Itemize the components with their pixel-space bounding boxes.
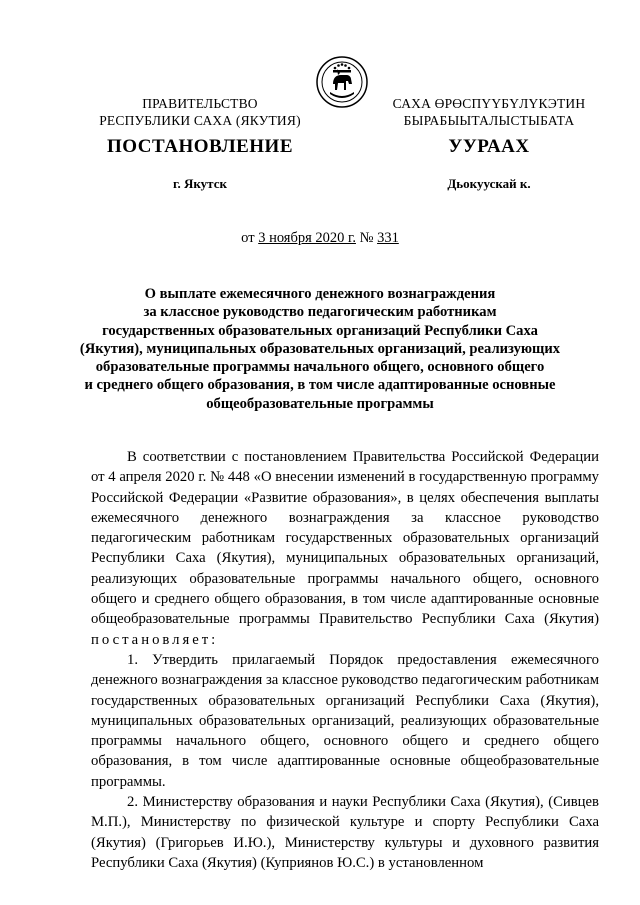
title-line: О выплате ежемесячного денежного вознаграждения [144, 286, 496, 302]
coat-of-arms-icon [316, 56, 368, 108]
decree-number: 331 [377, 230, 399, 246]
title-line: образовательные программы начального общего, основного общего [95, 359, 545, 376]
issuer-ru [95, 95, 305, 129]
title-line: (Якутия), муниципальных образовательных организаций, реализующих [79, 340, 561, 357]
issuer-sah [376, 95, 602, 129]
decree-number-label: № [359, 230, 374, 246]
decree-date-number [0, 230, 640, 247]
issuer-ru-line1: ПРАВИТЕЛЬСТВО [142, 96, 258, 111]
issuer-sah-line2: БЫРАБЫЫТАЛЫСТЫБАТА [403, 113, 575, 128]
decree-prefix: от [241, 230, 255, 246]
item-2-paragraph: 2. Министерству образования и науки Республики Саха (Якутия), (Сивцев М.П.), Министерству по физической культуре и спорту Республики Саха (Якутия) (Григорьев И.Ю.), Министерству культуры и духовного развития Республики Саха (Якутия) (Куприянов Ю.С.) в установленном [91, 794, 599, 871]
city-ru: г. Якутск [173, 176, 227, 191]
issuer-ru-line2: РЕСПУБЛИКИ САХА (ЯКУТИЯ) [99, 113, 301, 128]
document-title [70, 285, 570, 413]
title-line: за классное руководство педагогическим работникам [143, 304, 497, 321]
doc-type-ru: ПОСТАНОВЛЕНИЕ [106, 136, 294, 157]
issuer-sah-line1: САХА ӨРӨСПҮҮБҮЛҮКЭТИН [392, 96, 586, 111]
title-line: государственных образовательных организаций Республики Саха [102, 322, 538, 339]
document-body [91, 447, 599, 873]
item-1-paragraph: 1. Утвердить прилагаемый Порядок предоставления ежемесячного денежного вознаграждения за классное руководство педагогическим работникам государственных образовательных организаций Республики Саха (Якутия), муниципальных образовательных организаций, реализующих образовательные программы начального общего, основного общего и среднего общего образования, в том числе адаптированные основные общеобразовательные программы. [91, 651, 599, 790]
doc-type-sah: УУРААХ [448, 136, 530, 157]
preamble-text: В соответствии с постановлением Правительства Российской Федерации от 4 апреля 2020 г. № 448 «О внесении изменений в государственную программу Российской Федерации «Развитие образования», в целях обеспечения выплаты ежемесячного денежного вознаграждения за классное руководство педагогическим работникам государственных образовательных организаций Республики Саха (Якутия), муниципальных образовательных организаций, реализующих образовательные программы начального общего, основного общего и среднего общего образования, в том числе адаптированные основные общеобразовательные программы Правительство Республики Саха (Якутия) [91, 449, 599, 628]
decree-date: 3 ноября 2020 г. [258, 230, 356, 246]
resolves-word: постановляет: [91, 631, 219, 648]
city-sah: Дьокуускай к. [447, 176, 531, 191]
preamble-paragraph [91, 447, 599, 650]
title-line: и среднего общего образования, в том числе адаптированные основные [84, 377, 556, 394]
title-line: общеобразовательные программы [206, 395, 434, 412]
